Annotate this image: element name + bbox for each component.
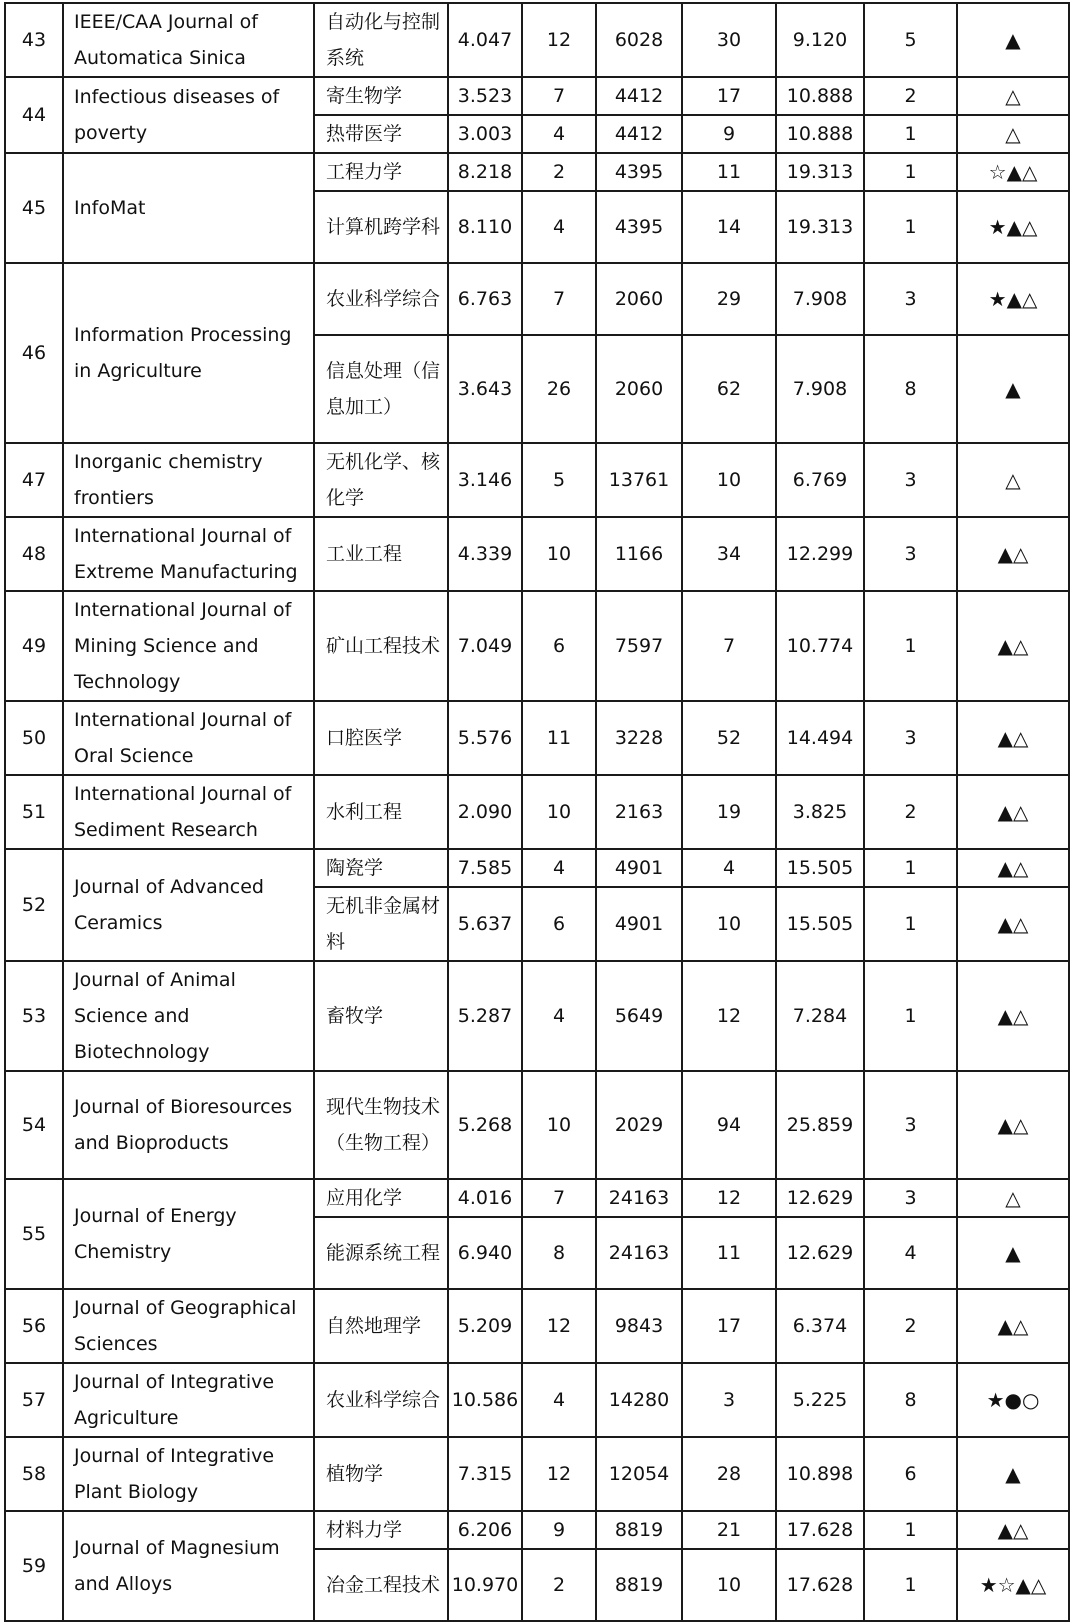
marker-cell: ▲△ bbox=[957, 517, 1069, 591]
quartile-cell: 94 bbox=[682, 1071, 776, 1179]
average-cell: 10.888 bbox=[776, 77, 864, 115]
quartile-cell: 21 bbox=[682, 1511, 776, 1549]
grade-cell: 1 bbox=[864, 849, 957, 887]
grade-cell: 1 bbox=[864, 887, 957, 961]
subject-cell: 自动化与控制系统 bbox=[314, 3, 448, 77]
impact-factor-cell: 5.268 bbox=[448, 1071, 522, 1179]
average-cell: 5.225 bbox=[776, 1363, 864, 1437]
average-cell: 7.284 bbox=[776, 961, 864, 1071]
journal-name-cell: International Journal of Extreme Manufacturing bbox=[63, 517, 314, 591]
impact-factor-cell: 4.339 bbox=[448, 517, 522, 591]
marker-cell: ▲△ bbox=[957, 849, 1069, 887]
subject-cell: 计算机跨学科 bbox=[314, 191, 448, 263]
journal-name-cell: Journal of Advanced Ceramics bbox=[63, 849, 314, 961]
subject-cell: 热带医学 bbox=[314, 115, 448, 153]
subject-cell: 农业科学综合 bbox=[314, 1363, 448, 1437]
grade-cell: 8 bbox=[864, 1363, 957, 1437]
grade-cell: 6 bbox=[864, 1437, 957, 1511]
rank-cell: 7 bbox=[522, 263, 596, 335]
grade-cell: 3 bbox=[864, 1071, 957, 1179]
quartile-cell: 52 bbox=[682, 701, 776, 775]
marker-cell: ★☆▲△ bbox=[957, 1549, 1069, 1621]
rank-cell: 4 bbox=[522, 115, 596, 153]
quartile-cell: 10 bbox=[682, 443, 776, 517]
subject-cell: 畜牧学 bbox=[314, 961, 448, 1071]
count-cell: 2029 bbox=[596, 1071, 682, 1179]
impact-factor-cell: 3.523 bbox=[448, 77, 522, 115]
row-number-cell: 56 bbox=[5, 1289, 63, 1363]
impact-factor-cell: 10.586 bbox=[448, 1363, 522, 1437]
subject-cell: 材料力学 bbox=[314, 1511, 448, 1549]
quartile-cell: 17 bbox=[682, 77, 776, 115]
count-cell: 14280 bbox=[596, 1363, 682, 1437]
impact-factor-cell: 6.763 bbox=[448, 263, 522, 335]
quartile-cell: 9 bbox=[682, 115, 776, 153]
average-cell: 9.120 bbox=[776, 3, 864, 77]
table-row bbox=[5, 3, 1069, 77]
quartile-cell: 3 bbox=[682, 1363, 776, 1437]
grade-cell: 2 bbox=[864, 775, 957, 849]
marker-cell: △ bbox=[957, 115, 1069, 153]
rank-cell: 12 bbox=[522, 1437, 596, 1511]
count-cell: 6028 bbox=[596, 3, 682, 77]
marker-cell: ▲△ bbox=[957, 887, 1069, 961]
table-row bbox=[5, 701, 1069, 775]
row-number-cell: 55 bbox=[5, 1179, 63, 1289]
row-number-cell: 50 bbox=[5, 701, 63, 775]
rank-cell: 11 bbox=[522, 701, 596, 775]
average-cell: 17.628 bbox=[776, 1549, 864, 1621]
quartile-cell: 29 bbox=[682, 263, 776, 335]
subject-cell: 应用化学 bbox=[314, 1179, 448, 1217]
table-row bbox=[5, 153, 1069, 191]
impact-factor-cell: 3.146 bbox=[448, 443, 522, 517]
count-cell: 4412 bbox=[596, 115, 682, 153]
subject-cell: 水利工程 bbox=[314, 775, 448, 849]
marker-cell: ▲ bbox=[957, 1437, 1069, 1511]
average-cell: 7.908 bbox=[776, 335, 864, 443]
subject-cell: 口腔医学 bbox=[314, 701, 448, 775]
journal-name-cell: IEEE/CAA Journal of Automatica Sinica bbox=[63, 3, 314, 77]
marker-cell: ▲△ bbox=[957, 1289, 1069, 1363]
table-row bbox=[5, 1179, 1069, 1217]
grade-cell: 4 bbox=[864, 1217, 957, 1289]
marker-cell: △ bbox=[957, 443, 1069, 517]
count-cell: 8819 bbox=[596, 1511, 682, 1549]
average-cell: 10.888 bbox=[776, 115, 864, 153]
average-cell: 12.299 bbox=[776, 517, 864, 591]
quartile-cell: 62 bbox=[682, 335, 776, 443]
marker-cell: △ bbox=[957, 1179, 1069, 1217]
table-body bbox=[5, 3, 1069, 1621]
row-number-cell: 51 bbox=[5, 775, 63, 849]
count-cell: 13761 bbox=[596, 443, 682, 517]
impact-factor-cell: 7.049 bbox=[448, 591, 522, 701]
quartile-cell: 17 bbox=[682, 1289, 776, 1363]
rank-cell: 7 bbox=[522, 77, 596, 115]
count-cell: 4901 bbox=[596, 849, 682, 887]
impact-factor-cell: 5.287 bbox=[448, 961, 522, 1071]
grade-cell: 1 bbox=[864, 191, 957, 263]
quartile-cell: 12 bbox=[682, 961, 776, 1071]
average-cell: 10.898 bbox=[776, 1437, 864, 1511]
journal-name-cell: Infectious diseases of poverty bbox=[63, 77, 314, 153]
row-number-cell: 58 bbox=[5, 1437, 63, 1511]
count-cell: 2060 bbox=[596, 335, 682, 443]
subject-cell: 工业工程 bbox=[314, 517, 448, 591]
grade-cell: 1 bbox=[864, 1511, 957, 1549]
table-row bbox=[5, 1071, 1069, 1179]
rank-cell: 4 bbox=[522, 191, 596, 263]
rank-cell: 6 bbox=[522, 591, 596, 701]
impact-factor-cell: 6.206 bbox=[448, 1511, 522, 1549]
marker-cell: △ bbox=[957, 77, 1069, 115]
table-row bbox=[5, 775, 1069, 849]
grade-cell: 3 bbox=[864, 701, 957, 775]
rank-cell: 5 bbox=[522, 443, 596, 517]
average-cell: 6.374 bbox=[776, 1289, 864, 1363]
subject-cell: 陶瓷学 bbox=[314, 849, 448, 887]
rank-cell: 6 bbox=[522, 887, 596, 961]
average-cell: 25.859 bbox=[776, 1071, 864, 1179]
grade-cell: 2 bbox=[864, 77, 957, 115]
journal-name-cell: Journal of Geographical Sciences bbox=[63, 1289, 314, 1363]
average-cell: 15.505 bbox=[776, 849, 864, 887]
marker-cell: ★▲△ bbox=[957, 191, 1069, 263]
rank-cell: 7 bbox=[522, 1179, 596, 1217]
average-cell: 17.628 bbox=[776, 1511, 864, 1549]
table-row bbox=[5, 1289, 1069, 1363]
table-row bbox=[5, 1363, 1069, 1437]
grade-cell: 2 bbox=[864, 1289, 957, 1363]
impact-factor-cell: 4.016 bbox=[448, 1179, 522, 1217]
journal-name-cell: Journal of Animal Science and Biotechnology bbox=[63, 961, 314, 1071]
marker-cell: ▲△ bbox=[957, 961, 1069, 1071]
grade-cell: 3 bbox=[864, 443, 957, 517]
marker-cell: ▲△ bbox=[957, 591, 1069, 701]
table-row bbox=[5, 849, 1069, 887]
quartile-cell: 10 bbox=[682, 887, 776, 961]
rank-cell: 10 bbox=[522, 1071, 596, 1179]
impact-factor-cell: 8.110 bbox=[448, 191, 522, 263]
marker-cell: ★▲△ bbox=[957, 263, 1069, 335]
impact-factor-cell: 3.003 bbox=[448, 115, 522, 153]
quartile-cell: 11 bbox=[682, 1217, 776, 1289]
impact-factor-cell: 10.970 bbox=[448, 1549, 522, 1621]
quartile-cell: 11 bbox=[682, 153, 776, 191]
subject-cell: 信息处理（信息加工） bbox=[314, 335, 448, 443]
rank-cell: 4 bbox=[522, 1363, 596, 1437]
subject-cell: 农业科学综合 bbox=[314, 263, 448, 335]
subject-cell: 植物学 bbox=[314, 1437, 448, 1511]
marker-cell: ▲ bbox=[957, 335, 1069, 443]
table-row bbox=[5, 1511, 1069, 1549]
average-cell: 12.629 bbox=[776, 1179, 864, 1217]
table-row bbox=[5, 263, 1069, 335]
impact-factor-cell: 4.047 bbox=[448, 3, 522, 77]
rank-cell: 12 bbox=[522, 3, 596, 77]
subject-cell: 无机化学、核化学 bbox=[314, 443, 448, 517]
quartile-cell: 19 bbox=[682, 775, 776, 849]
grade-cell: 5 bbox=[864, 3, 957, 77]
impact-factor-cell: 7.585 bbox=[448, 849, 522, 887]
count-cell: 5649 bbox=[596, 961, 682, 1071]
subject-cell: 矿山工程技术 bbox=[314, 591, 448, 701]
rank-cell: 26 bbox=[522, 335, 596, 443]
journal-name-cell: InfoMat bbox=[63, 153, 314, 263]
count-cell: 24163 bbox=[596, 1179, 682, 1217]
count-cell: 4395 bbox=[596, 153, 682, 191]
impact-factor-cell: 6.940 bbox=[448, 1217, 522, 1289]
quartile-cell: 28 bbox=[682, 1437, 776, 1511]
grade-cell: 1 bbox=[864, 591, 957, 701]
grade-cell: 1 bbox=[864, 153, 957, 191]
table-row bbox=[5, 443, 1069, 517]
impact-factor-cell: 5.576 bbox=[448, 701, 522, 775]
subject-cell: 工程力学 bbox=[314, 153, 448, 191]
row-number-cell: 59 bbox=[5, 1511, 63, 1621]
impact-factor-cell: 5.209 bbox=[448, 1289, 522, 1363]
quartile-cell: 4 bbox=[682, 849, 776, 887]
journal-name-cell: Journal of Integrative Agriculture bbox=[63, 1363, 314, 1437]
journal-name-cell: Information Processing in Agriculture bbox=[63, 263, 314, 443]
journal-name-cell: International Journal of Oral Science bbox=[63, 701, 314, 775]
average-cell: 10.774 bbox=[776, 591, 864, 701]
subject-cell: 冶金工程技术 bbox=[314, 1549, 448, 1621]
journal-name-cell: International Journal of Sediment Research bbox=[63, 775, 314, 849]
count-cell: 4395 bbox=[596, 191, 682, 263]
journal-name-cell: Journal of Energy Chemistry bbox=[63, 1179, 314, 1289]
count-cell: 4901 bbox=[596, 887, 682, 961]
rank-cell: 2 bbox=[522, 1549, 596, 1621]
row-number-cell: 45 bbox=[5, 153, 63, 263]
subject-cell: 现代生物技术（生物工程） bbox=[314, 1071, 448, 1179]
count-cell: 9843 bbox=[596, 1289, 682, 1363]
quartile-cell: 30 bbox=[682, 3, 776, 77]
average-cell: 12.629 bbox=[776, 1217, 864, 1289]
average-cell: 3.825 bbox=[776, 775, 864, 849]
subject-cell: 无机非金属材料 bbox=[314, 887, 448, 961]
marker-cell: ▲△ bbox=[957, 775, 1069, 849]
rank-cell: 4 bbox=[522, 849, 596, 887]
row-number-cell: 57 bbox=[5, 1363, 63, 1437]
count-cell: 2163 bbox=[596, 775, 682, 849]
impact-factor-cell: 8.218 bbox=[448, 153, 522, 191]
marker-cell: ▲△ bbox=[957, 1071, 1069, 1179]
impact-factor-cell: 7.315 bbox=[448, 1437, 522, 1511]
average-cell: 7.908 bbox=[776, 263, 864, 335]
row-number-cell: 52 bbox=[5, 849, 63, 961]
impact-factor-cell: 3.643 bbox=[448, 335, 522, 443]
marker-cell: ▲△ bbox=[957, 701, 1069, 775]
table-row bbox=[5, 961, 1069, 1071]
grade-cell: 3 bbox=[864, 263, 957, 335]
count-cell: 3228 bbox=[596, 701, 682, 775]
marker-cell: ▲△ bbox=[957, 1511, 1069, 1549]
journal-name-cell: Journal of Bioresources and Bioproducts bbox=[63, 1071, 314, 1179]
count-cell: 2060 bbox=[596, 263, 682, 335]
grade-cell: 1 bbox=[864, 961, 957, 1071]
subject-cell: 寄生物学 bbox=[314, 77, 448, 115]
table-row bbox=[5, 591, 1069, 701]
count-cell: 8819 bbox=[596, 1549, 682, 1621]
row-number-cell: 43 bbox=[5, 3, 63, 77]
rank-cell: 8 bbox=[522, 1217, 596, 1289]
quartile-cell: 34 bbox=[682, 517, 776, 591]
row-number-cell: 46 bbox=[5, 263, 63, 443]
row-number-cell: 49 bbox=[5, 591, 63, 701]
quartile-cell: 12 bbox=[682, 1179, 776, 1217]
journal-table bbox=[4, 2, 1070, 1622]
count-cell: 24163 bbox=[596, 1217, 682, 1289]
journal-name-cell: Inorganic chemistry frontiers bbox=[63, 443, 314, 517]
subject-cell: 自然地理学 bbox=[314, 1289, 448, 1363]
marker-cell: ★●○ bbox=[957, 1363, 1069, 1437]
average-cell: 19.313 bbox=[776, 153, 864, 191]
quartile-cell: 10 bbox=[682, 1549, 776, 1621]
subject-cell: 能源系统工程 bbox=[314, 1217, 448, 1289]
grade-cell: 8 bbox=[864, 335, 957, 443]
row-number-cell: 48 bbox=[5, 517, 63, 591]
grade-cell: 3 bbox=[864, 1179, 957, 1217]
journal-name-cell: Journal of Magnesium and Alloys bbox=[63, 1511, 314, 1621]
count-cell: 12054 bbox=[596, 1437, 682, 1511]
row-number-cell: 54 bbox=[5, 1071, 63, 1179]
marker-cell: ▲ bbox=[957, 3, 1069, 77]
row-number-cell: 47 bbox=[5, 443, 63, 517]
grade-cell: 1 bbox=[864, 115, 957, 153]
average-cell: 6.769 bbox=[776, 443, 864, 517]
rank-cell: 2 bbox=[522, 153, 596, 191]
quartile-cell: 7 bbox=[682, 591, 776, 701]
table-row bbox=[5, 1437, 1069, 1511]
count-cell: 1166 bbox=[596, 517, 682, 591]
row-number-cell: 44 bbox=[5, 77, 63, 153]
count-cell: 7597 bbox=[596, 591, 682, 701]
marker-cell: ▲ bbox=[957, 1217, 1069, 1289]
row-number-cell: 53 bbox=[5, 961, 63, 1071]
table-row bbox=[5, 77, 1069, 115]
impact-factor-cell: 2.090 bbox=[448, 775, 522, 849]
journal-name-cell: Journal of Integrative Plant Biology bbox=[63, 1437, 314, 1511]
average-cell: 14.494 bbox=[776, 701, 864, 775]
rank-cell: 10 bbox=[522, 775, 596, 849]
grade-cell: 1 bbox=[864, 1549, 957, 1621]
marker-cell: ☆▲△ bbox=[957, 153, 1069, 191]
grade-cell: 3 bbox=[864, 517, 957, 591]
average-cell: 19.313 bbox=[776, 191, 864, 263]
impact-factor-cell: 5.637 bbox=[448, 887, 522, 961]
average-cell: 15.505 bbox=[776, 887, 864, 961]
quartile-cell: 14 bbox=[682, 191, 776, 263]
table-row bbox=[5, 517, 1069, 591]
journal-name-cell: International Journal of Mining Science and Technology bbox=[63, 591, 314, 701]
rank-cell: 4 bbox=[522, 961, 596, 1071]
rank-cell: 12 bbox=[522, 1289, 596, 1363]
count-cell: 4412 bbox=[596, 77, 682, 115]
rank-cell: 10 bbox=[522, 517, 596, 591]
rank-cell: 9 bbox=[522, 1511, 596, 1549]
